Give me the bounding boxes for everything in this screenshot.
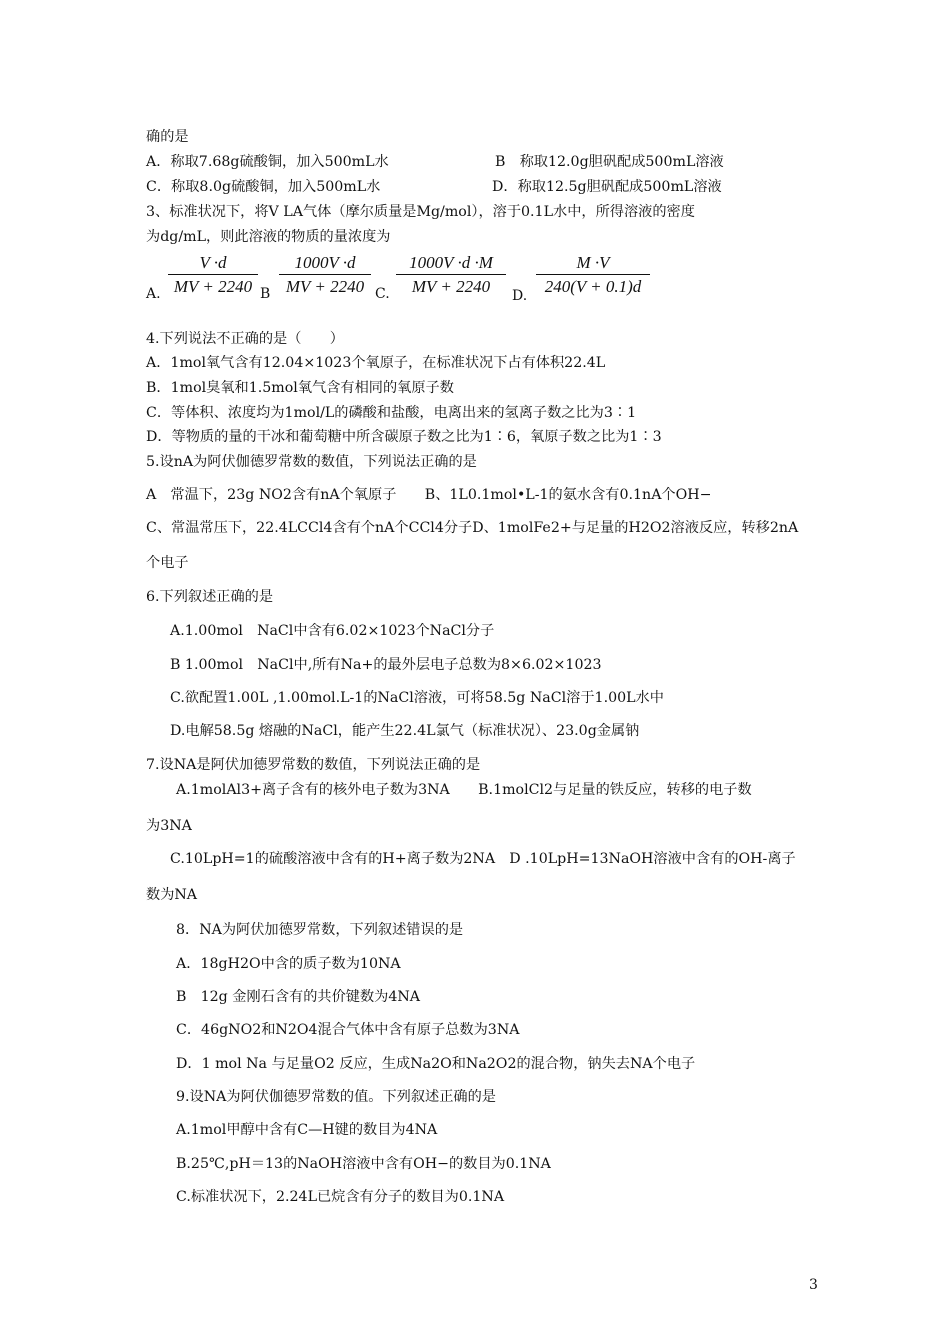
q8-option-d: D．1 mol Na 与足量O2 反应，生成Na2O和Na2O2的混合物，钠失去NA个电子 xyxy=(176,1056,696,1072)
q3-stem-line-2: 为dg/mL，则此溶液的物质的量浓度为 xyxy=(146,229,391,245)
q7-option-b-tail: 为3NA xyxy=(146,818,192,834)
q5-stem: 5.设nA为阿伏伽德罗常数的数值，下列说法正确的是 xyxy=(146,454,477,470)
q3-option-d-label: D. xyxy=(512,288,528,304)
q3-option-b-label: B xyxy=(260,286,271,302)
q3-option-a-fraction xyxy=(168,252,258,299)
q3-option-b-fraction xyxy=(279,252,371,299)
q7-stem: 7.设NA是阿伏加德罗常数的数值，下列说法正确的是 xyxy=(146,757,481,773)
q3-option-d-denominator: 240(V + 0.1)d xyxy=(544,277,642,296)
q3-option-c-fraction xyxy=(396,252,506,299)
q9-stem: 9.设NA为阿伏伽德罗常数的值。下列叙述正确的是 xyxy=(176,1089,496,1105)
q4-option-a: A．1mol氧气含有12.04×1023个氧原子，在标准状况下占有体积22.4L xyxy=(146,355,606,371)
q3-option-c-numerator: 1000V ·d ·M xyxy=(409,253,493,272)
q6-option-d: D.电解58.5g 熔融的NaCl，能产生22.4L氯气（标准状况）、23.0g金属钠 xyxy=(170,723,640,739)
q2-stem-tail: 确的是 xyxy=(146,129,189,145)
page-number: 3 xyxy=(809,1277,818,1293)
q3-option-b-numerator: 1000V ·d xyxy=(294,253,356,272)
q3-option-a-numerator: V ·d xyxy=(199,253,227,272)
q2-option-c: C．称取8.0g硫酸铜，加入500mL水 xyxy=(146,179,381,195)
q6-option-c: C.欲配置1.00L ,1.00mol.L-1的NaCl溶液，可将58.5g NaCl溶于1.00L水中 xyxy=(170,690,664,706)
q3-option-a-denominator: MV + 2240 xyxy=(173,277,253,296)
q2-option-d: D．称取12.5g胆矾配成500mL溶液 xyxy=(492,179,722,195)
q9-option-a: A.1mol甲醇中含有C—H键的数目为4NA xyxy=(176,1122,438,1138)
q5-options-cd: C、常温常压下，22.4LCCl4含有个nA个CCl4分子D、1molFe2+与足量的H2O2溶液反应，转移2nA xyxy=(146,520,799,536)
q2-option-a: A．称取7.68g硫酸铜，加入500mL水 xyxy=(146,154,389,170)
q8-option-c: C．46gNO2和N2O4混合气体中含有原子总数为3NA xyxy=(176,1022,520,1038)
q3-option-b-denominator: MV + 2240 xyxy=(285,277,365,296)
q9-option-b: B.25℃,pH＝13的NaOH溶液中含有OH−的数目为0.1NA xyxy=(176,1156,551,1172)
q3-option-a-label: A. xyxy=(146,286,161,302)
q5-options-ab: A 常温下，23g NO2含有nA个氧原子 B、1L0.1mol•L-1的氨水含有0.1nA个OH− xyxy=(146,487,712,503)
q4-option-b: B．1mol臭氧和1.5mol氧气含有相同的氧原子数 xyxy=(146,380,454,396)
q3-option-c-denominator: MV + 2240 xyxy=(411,277,491,296)
q7-options-cd: C.10LpH=1的硫酸溶液中含有的H+离子数为2NA D .10LpH=13NaOH溶液中含有的OH-离子 xyxy=(170,851,796,867)
q7-options-ab: A.1molAl3+离子含有的核外电子数为3NA B.1molCl2与足量的铁反应，转移的电子数 xyxy=(176,782,752,798)
q5-option-d-tail: 个电子 xyxy=(146,555,189,571)
q6-stem: 6.下列叙述正确的是 xyxy=(146,589,274,605)
q3-option-c-label: C. xyxy=(375,286,390,302)
q3-option-d-numerator: M ·V xyxy=(576,253,610,272)
q8-stem: 8．NA为阿伏加德罗常数，下列叙述错误的是 xyxy=(176,922,464,938)
q3-fraction-options xyxy=(146,252,666,306)
q3-stem-line-1: 3、标准状况下，将V LA气体（摩尔质量是Mg/mol），溶于0.1L水中，所得溶液的密度 xyxy=(146,204,695,220)
q2-option-b: B 称取12.0g胆矾配成500mL溶液 xyxy=(495,154,724,170)
q9-option-c: C.标准状况下，2.24L已烷含有分子的数目为0.1NA xyxy=(176,1189,505,1205)
q6-option-b: B 1.00mol NaCl中,所有Na+的最外层电子总数为8×6.02×1023 xyxy=(170,657,602,673)
q4-stem: 4.下列说法不正确的是（ ） xyxy=(146,331,344,347)
q8-option-a: A．18gH2O中含的质子数为10NA xyxy=(176,956,401,972)
q6-option-a: A.1.00mol NaCl中含有6.02×1023个NaCl分子 xyxy=(170,623,495,639)
q7-option-d-tail: 数为NA xyxy=(146,887,198,903)
q4-option-d: D．等物质的量的干冰和葡萄糖中所含碳原子数之比为1∶6，氧原子数之比为1∶3 xyxy=(146,429,662,445)
q8-option-b: B 12g 金刚石含有的共价键数为4NA xyxy=(176,989,421,1005)
q4-option-c: C．等体积、浓度均为1mol/L的磷酸和盐酸，电离出来的氢离子数之比为3∶1 xyxy=(146,405,637,421)
q3-option-d-fraction xyxy=(536,252,650,299)
